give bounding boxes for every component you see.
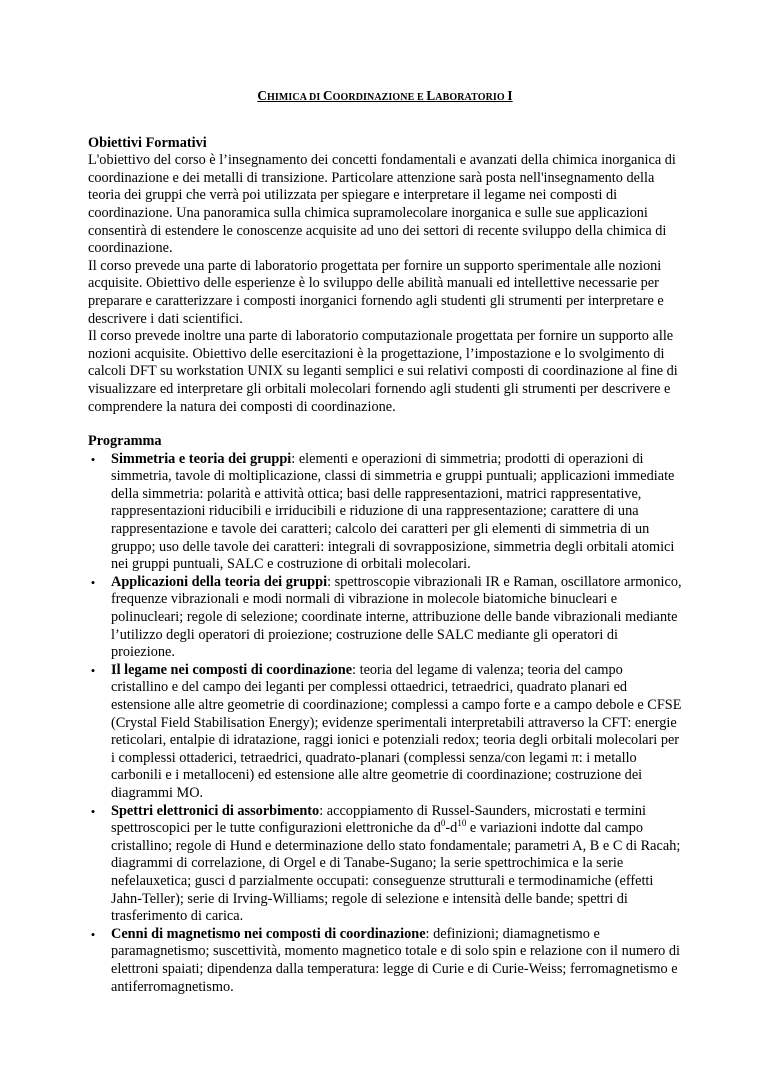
topic-title: Applicazioni della teoria dei gruppi (111, 573, 328, 590)
bullet-icon: • (90, 662, 96, 678)
topic-title: Il legame nei composti di coordinazione (111, 661, 353, 678)
bullet-icon: • (90, 574, 96, 590)
title-part: OORDINAZIONE E (332, 92, 427, 103)
topic-body: : teoria del legame di valenza; teoria del campo cristallino e del campo dei leganti per complessi ottaedrici, tetraedrici, quadrato planari ed estensione alle altre geometrie di coordinazione; complessi a campo forte e a campo debole e CFSE (Crystal Field Stabilisation Energy); evidenze sperimentali interpretabili attraverso la CFT: energie reticolari, entalpie di idratazione, raggi ionici e potenziali redox; teoria degli orbitali molecolari per i complessi ottaderici, tetraedrici, quadrato-planari (complessi senza/con legami π: i metallo carbonili e i metalloceni) ed estensione alle altre geometrie di coordinazione; costruzione dei diagrammi MO. (111, 661, 682, 801)
topic-item (88, 926, 682, 996)
obiettivi-paragraph: Il corso prevede inoltre una parte di laboratorio computazionale progettata per fornire un supporto alle nozioni acquisite. Obiettivo delle esercitazioni è la progettazione, l’impostazione e lo svolgimento di calcoli DFT su workstation UNIX su leganti semplici e sui relativi composti di coordinazione al fine di visualizzare ed interpretare gli orbitali molecolari fornendo agli studenti gli strumenti per descrivere e comprendere la natura dei composti di coordinazione. (88, 328, 678, 415)
title-part: L (426, 88, 436, 103)
bullet-icon: • (90, 803, 96, 819)
obiettivi-paragraph: L'obiettivo del corso è l’insegnamento dei concetti fondamentali e avanzati della chimica inorganica di coordinazione e dei metalli di transizione. Particolare attenzione sarà posta nell'insegnamento della teoria dei gruppi che verrà poi utilizzata per spiegare e interpretare il legame nei composti di coordinazione. Una panoramica sulla chimica supramolecolare inorganica e sulle sue applicazioni consentirà di estendere le conoscenze acquisite ad uno dei settori di recente sviluppo della chimica di coordinazione. (88, 152, 676, 257)
obiettivi-heading: Obiettivi Formativi (88, 134, 207, 151)
title-part: I (507, 88, 513, 103)
title-part: C (322, 88, 333, 103)
topic-title: Cenni di magnetismo nei composti di coordinazione (111, 925, 426, 942)
topic-title: Spettri elettronici di assorbimento (111, 802, 320, 819)
topic-item (88, 451, 682, 574)
topic-body: -d (445, 820, 458, 837)
topic-item (88, 574, 682, 662)
title-part: ABORATORIO (435, 92, 508, 103)
programma-topic-list (88, 451, 682, 996)
topic-body: : spettroscopie vibrazionali IR e Raman, oscillatore armonico, frequenze vibrazionali e modi normali di vibrazione in molecole biatomiche binucleari e polinucleari; regole di selezione; coordinate interne, attribuzione delle bande vibrazionali mediante l’utilizzo degli operatori di proiezione; costruzione delle SALC mediante gli operatori di proiezione. (111, 573, 682, 661)
title-part: HIMICA DI (266, 92, 323, 103)
topic-body: e variazioni indotte dal campo cristallino; regole di Hund e determinazione dello stato fondamentale; parametri A, B e C di Racah; diagrammi di correlazione, di Orgel e di Tanabe-Sugano; la serie spettrochimica e la serie nefelauxetica; gusci d parzialmente occupati: conseguenze strutturali e termodinamiche (effetti Jahn-Teller); serie di Irving-Williams; regole di selezione e intensità delle bande; spettri di trasferimento di carica. (111, 820, 681, 925)
topic-item (88, 662, 682, 803)
topic-body: : accoppiamento di Russel-Saunders, microstati e termini spettroscopici per le tutte configurazioni elettroniche da d (111, 802, 646, 837)
bullet-icon: • (90, 451, 96, 467)
superscript: 10 (457, 818, 467, 829)
topic-body: : elementi e operazioni di simmetria; prodotti di operazioni di simmetria, tavole di moltiplicazione, classi di simmetria e gruppi puntuali; applicazioni immediate della simmetria: polarità e attività ottica; basi delle rappresentazioni, matrici rappresentative, rappresentazioni riducibili e irriducibili e riduzione di una rappresentazione; carattere di una rappresentazione e tavole dei caratteri; calcolo dei caratteri per gli elementi di simmetria di un gruppo; uso delle tavole dei caratteri: integrali di sovrapposizione, simmetria degli orbitali atomici nei gruppi puntuali, SALC e costruzione di orbitali molecolari. (111, 450, 675, 573)
obiettivi-paragraph: Il corso prevede una parte di laboratorio progettata per fornire un supporto sperimentale alle nozioni acquisite. Obiettivo delle esperienze è lo sviluppo delle abilità manuali ed intellettive necessarie per preparare e caratterizzare i composti inorganici fornendo agli studenti gli strumenti per interpretare e descrivere i dati scientifici. (88, 257, 664, 327)
topic-title: Simmetria e teoria dei gruppi (111, 450, 292, 467)
topic-body: : definizioni; diamagnetismo e paramagnetismo; suscettività, momento magnetico totale e di solo spin e relazione con il numero di elettroni spaiati; dipendenza dalla temperatura: legge di Curie e di Curie-Weiss; ferromagnetismo e antiferromagnetismo. (111, 925, 680, 995)
superscript: 0 (440, 818, 446, 829)
programma-heading: Programma (88, 433, 162, 450)
document-title (88, 87, 682, 107)
document-page (0, 87, 768, 1081)
topic-item (88, 803, 682, 926)
title-part: C (257, 88, 267, 103)
bullet-icon: • (90, 926, 96, 942)
